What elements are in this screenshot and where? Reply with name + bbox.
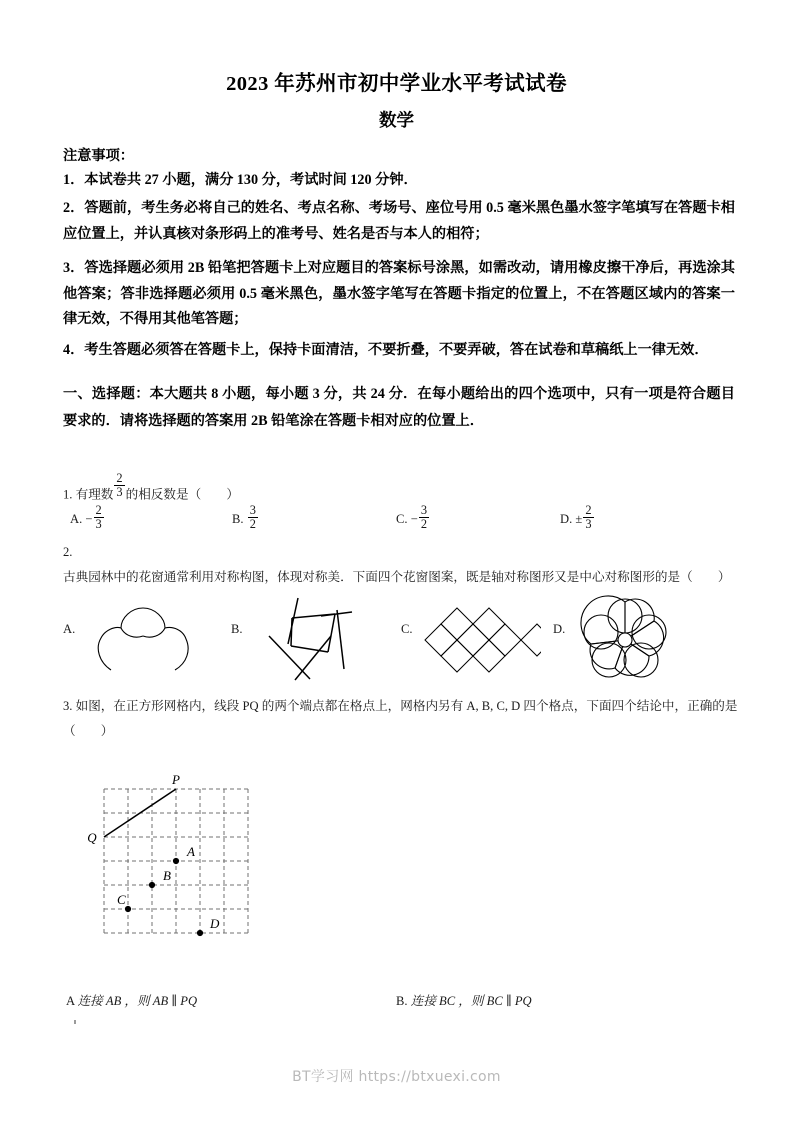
option-c-fraction: $\frac{3}{2}$: [420, 503, 428, 532]
question-2-options: [63, 598, 753, 688]
question-1-stem-after: 的相反数是（ ）: [125, 487, 239, 502]
point-label-q: Q: [87, 830, 97, 845]
notice-item-3: 3．答选择题必须用 2B 铅笔把答题卡上对应题目的答案标号涂黑，如需改动，请用橡皮擦干净后，再选涂其他答案；答非选择题必须用 0.5 毫米黑色，墨水签字笔写在答题卡指定的位置上，不在答题区域内的答案一律无效，不得用其他笔答题；: [63, 260, 735, 327]
pentagon-star-lines-figure: [255, 596, 360, 684]
question-3-option-b[interactable]: B. 连接 BC ，则 BC ∥ PQ: [396, 994, 532, 1008]
option-a-fraction: $\frac{2}{3}$: [95, 503, 102, 532]
question-2-option-a-label[interactable]: A.: [63, 622, 76, 636]
point-c: [125, 906, 131, 912]
question-3-stem-text: 如图，在正方形网格内，线段 PQ 的两个端点都在格点上，网格内另有 A, B, C, D 四个格点，下面四个结论中，正确的是（ ）: [63, 699, 738, 738]
point-d: [197, 930, 203, 936]
option-b-fraction: $\frac{3}{2}$: [249, 503, 256, 532]
point-label-d: D: [210, 916, 220, 931]
notice-item-4: 4．考生答题必须答在答题卡上，保持卡面清洁，不要折叠，不要弄破，答在试卷和草稿纸上一律无效．: [63, 342, 709, 358]
question-2-stem-text: 古典园林中的花窗通常利用对称构图，体现对称美．下面四个花窗图案，既是轴对称图形又是中心对称图形的是（ ）: [63, 570, 731, 584]
notice-item-1: 1．本试卷共 27 小题，满分 130 分，考试时间 120 分钟．: [63, 172, 418, 188]
point-label-p: P: [172, 772, 180, 787]
cloud-scallop-figure: [89, 598, 199, 680]
question-3-figure: [86, 768, 306, 983]
question-2-number: 2.: [63, 545, 73, 559]
point-label-a: A: [187, 844, 195, 859]
question-1-stem-before: 有理数: [75, 487, 114, 502]
question-3-stem: [63, 694, 743, 744]
page-speck: [74, 1020, 76, 1024]
point-a: [173, 858, 179, 864]
question-1-option-d[interactable]: D. ± $\frac{2}{3}$: [560, 503, 592, 532]
notice-heading: 注意事项：: [63, 148, 134, 164]
page-title: 2023 年苏州市初中学业水平考试试卷: [226, 73, 567, 95]
question-3-number: 3.: [63, 699, 73, 713]
point-label-b: B: [163, 868, 171, 883]
footer-watermark: BT学习网 https://btxuexi.com: [292, 1069, 501, 1085]
diamond-lattice-figure: [421, 598, 541, 682]
question-2-stem: [63, 540, 743, 590]
question-1-option-c[interactable]: C. − $\frac{3}{2}$: [396, 503, 428, 532]
notice-item-2: 2．答题前，考生务必将自己的姓名、考点名称、考场号、座位号用 0.5 毫米黑色墨水签字笔填写在答题卡相应位置上，并认真核对条形码上的准考号、姓名是否与本人的相符；: [63, 200, 735, 242]
question-1-stem-fraction: $\frac{2}{3}$: [116, 471, 123, 500]
square-grid-with-points: [86, 768, 306, 983]
question-2-option-d-label[interactable]: D.: [553, 622, 566, 636]
point-label-c: C: [117, 892, 126, 907]
subject-title: 数学: [379, 110, 414, 130]
question-3-option-a[interactable]: A 连接 AB ，则 AB ∥ PQ: [66, 994, 198, 1008]
question-2-option-b-label[interactable]: B.: [231, 622, 243, 636]
question-1-number: 1.: [63, 487, 73, 502]
question-2-option-c-label[interactable]: C.: [401, 622, 413, 636]
section-heading-choice: 一、选择题：本大题共 8 小题，每小题 3 分，共 24 分．在每小题给出的四个选项中，只有一项是符合题目要求的．请将选择题的答案用 2B 铅笔涂在答题卡相对应的位置上．: [63, 386, 735, 429]
question-1-options: [0, 500, 793, 534]
question-1-option-a[interactable]: A. − $\frac{2}{3}$: [70, 503, 102, 532]
option-d-fraction: $\frac{2}{3}$: [585, 503, 592, 532]
question-1-option-b[interactable]: B. $\frac{3}{2}$: [232, 503, 256, 532]
five-petal-flower-figure: [577, 594, 673, 686]
point-b: [149, 882, 155, 888]
